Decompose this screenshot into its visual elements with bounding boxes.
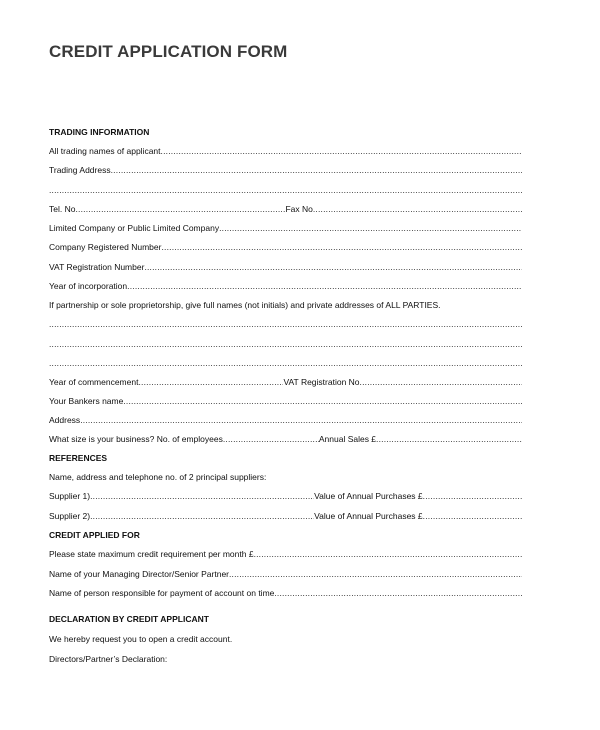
supplier-2-line[interactable] [90,511,314,522]
year-incorp-label: Year of incorporation [49,281,128,291]
business-size-row[interactable] [49,434,522,445]
trading-address-label: Trading Address [49,165,111,175]
company-type-field[interactable] [49,223,522,234]
company-reg-label: Company Registered Number [49,242,162,252]
employees-line[interactable] [223,434,319,445]
credit-applied-heading: CREDIT APPLIED FOR [49,530,140,540]
bankers-name-field[interactable] [49,396,522,407]
employees-label: What size is your business? No. of employees [49,434,223,444]
trading-names-label: All trading names of applicant [49,146,161,156]
vat-reg-field[interactable] [49,262,522,273]
supplier-1-row[interactable] [49,491,522,502]
managing-director-line[interactable] [229,569,522,580]
vat-reg2-label: VAT Registration No [283,377,360,387]
supplier-1-line[interactable] [90,491,314,502]
parties-dotted-line-2[interactable] [49,339,522,350]
parties-dotted-line-1[interactable] [49,319,522,330]
trading-names-line[interactable] [161,146,522,157]
responsible-person-line[interactable] [274,588,522,599]
page-title: CREDIT APPLICATION FORM [49,42,288,61]
year-incorp-line[interactable] [127,281,522,292]
vat-reg-label: VAT Registration Number [49,262,145,272]
supplier-1-label: Supplier 1) [49,491,91,501]
suppliers-note: Name, address and telephone no. of 2 principal suppliers: [49,472,267,482]
bankers-name-label: Your Bankers name [49,396,124,406]
references-heading: REFERENCES [49,453,108,463]
responsible-person-label: Name of person responsible for payment of account on time [49,588,275,598]
supplier-1-purchases-label: Value of Annual Purchases £ [314,491,423,501]
annual-sales-label: Annual Sales £ [318,434,377,444]
trading-address-line-2[interactable] [49,185,522,196]
parties-line-2[interactable] [49,339,522,350]
managing-director-field[interactable] [49,569,522,580]
responsible-person-field[interactable] [49,588,522,599]
supplier-2-purchases-label: Value of Annual Purchases £ [314,511,423,521]
directors-declaration: Directors/Partner’s Declaration: [49,654,168,664]
trading-address-continuation[interactable] [49,185,522,196]
company-reg-field[interactable] [49,242,522,253]
supplier-2-label: Supplier 2) [49,511,91,521]
supplier-2-purchases-line[interactable] [423,511,522,522]
fax-line[interactable] [313,204,522,215]
max-credit-label: Please state maximum credit requirement per month £ [49,549,254,559]
year-commence-line[interactable] [138,377,283,388]
commencement-vat-row[interactable] [49,377,522,388]
max-credit-field[interactable] [49,549,522,560]
company-type-label: Limited Company or Public Limited Company [49,223,220,233]
parties-line-3[interactable] [49,358,522,369]
company-reg-line[interactable] [161,242,522,253]
vat-reg2-line[interactable] [360,377,522,388]
trading-address-field[interactable] [49,165,522,176]
trading-address-line[interactable] [111,165,522,176]
declaration-heading: DECLARATION BY CREDIT APPLICANT [49,614,209,624]
managing-director-label: Name of your Managing Director/Senior Partner [49,569,229,579]
supplier-1-purchases-line[interactable] [423,491,522,502]
company-type-line[interactable] [219,223,522,234]
parties-dotted-line-3[interactable] [49,358,522,369]
max-credit-line[interactable] [254,549,522,560]
tel-label: Tel. No [49,204,76,214]
tel-line[interactable] [75,204,285,215]
trading-names-field[interactable] [49,146,522,157]
year-commence-label: Year of commencement [49,377,139,387]
tel-fax-row[interactable] [49,204,522,215]
bankers-address-label: Address [49,415,81,425]
annual-sales-line[interactable] [376,434,522,445]
bankers-address-line[interactable] [80,415,522,426]
fax-label: Fax No [285,204,313,214]
vat-reg-line[interactable] [144,262,522,273]
partnership-note: If partnership or sole proprietorship, give full names (not initials) and private addresses of ALL PARTIES. [49,300,441,310]
year-incorp-field[interactable] [49,281,522,292]
bankers-address-field[interactable] [49,415,522,426]
supplier-2-row[interactable] [49,511,522,522]
credit-account-request: We hereby request you to open a credit account. [49,634,233,644]
bankers-name-line[interactable] [123,396,522,407]
trading-information-heading: TRADING INFORMATION [49,127,150,137]
parties-line-1[interactable] [49,319,522,330]
